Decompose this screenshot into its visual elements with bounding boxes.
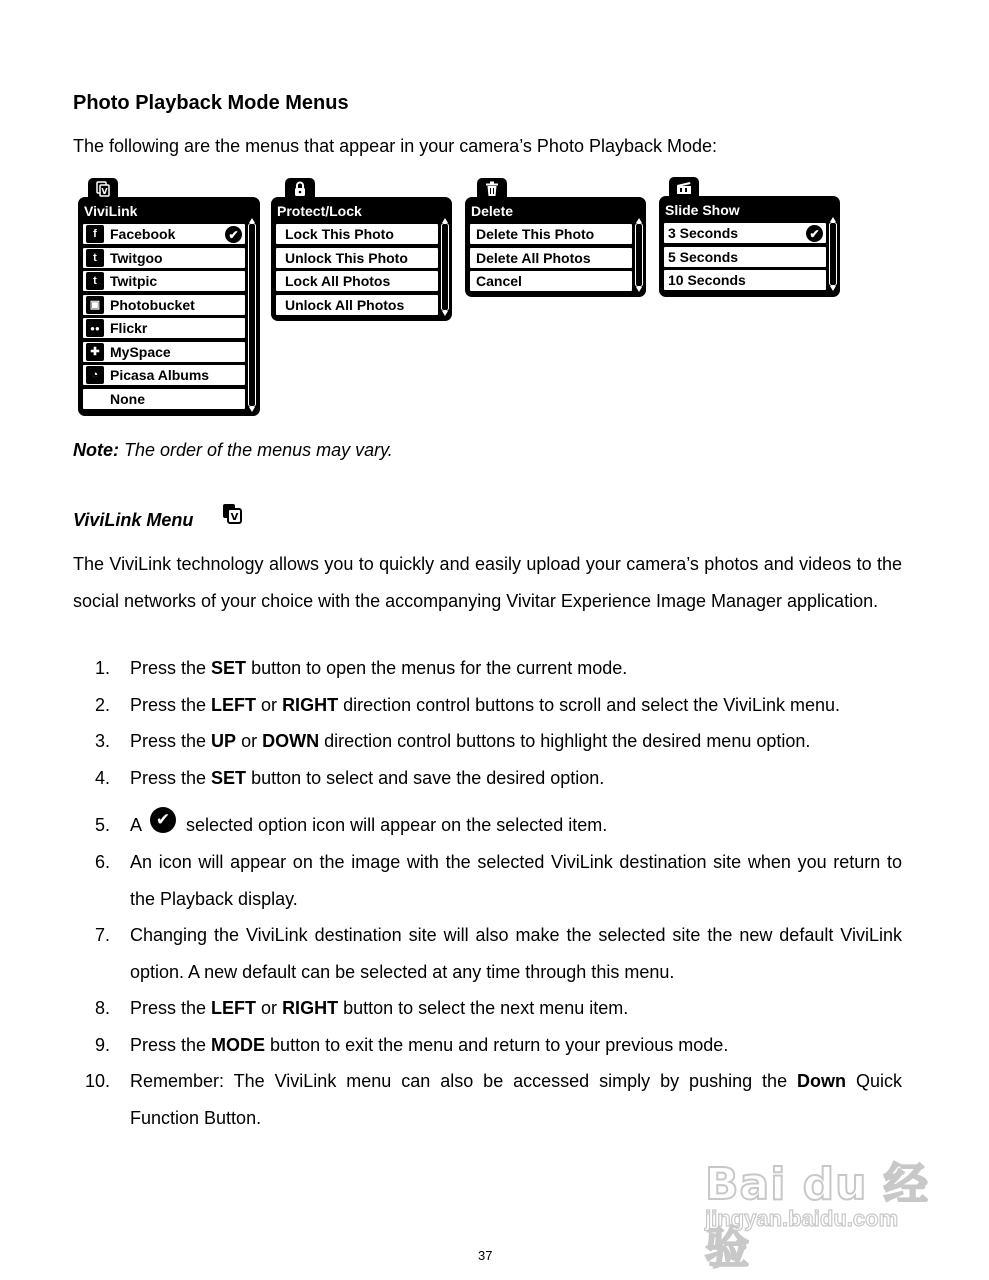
menu-item-label: Facebook xyxy=(110,226,176,242)
menu-item-photobucket[interactable] xyxy=(82,294,246,316)
menu-item-unlock-all-photos[interactable] xyxy=(275,294,439,316)
menu-item-5-seconds[interactable] xyxy=(663,246,827,268)
step-text: An icon will appear on the image with the selected ViviLink destination site when you return to the Playback display. xyxy=(130,852,902,909)
step-keyword: SET xyxy=(211,658,247,678)
step-number: 6. xyxy=(95,852,111,872)
scrollbar[interactable] xyxy=(635,223,643,287)
menu-item-label: Photobucket xyxy=(110,296,195,313)
menu-header: Protect/Lock xyxy=(277,203,362,219)
menu-item-label: Lock This Photo xyxy=(285,226,394,242)
menu-item-label: 5 Seconds xyxy=(668,248,739,265)
myspace-icon: ✚ xyxy=(86,343,104,361)
step-text: Press the xyxy=(130,694,212,715)
vivilink-icon xyxy=(220,503,244,525)
menu-item-label: MySpace xyxy=(110,343,171,360)
step-text: Press the xyxy=(130,1034,212,1055)
protect-lock-menu-box xyxy=(271,197,452,321)
svg-text:V: V xyxy=(101,187,108,196)
page-title: Photo Playback Mode Menus xyxy=(73,92,349,114)
step-item xyxy=(73,650,902,687)
flickr-icon: ●● xyxy=(86,319,104,337)
step-number: 4. xyxy=(95,767,111,788)
menu-item-label: Picasa Albums xyxy=(110,367,210,383)
svg-text:V: V xyxy=(230,512,239,523)
step-keyword: MODE xyxy=(211,1034,266,1055)
scroll-up-icon xyxy=(636,218,642,223)
vivilink-menu-title: ViviLink Menu xyxy=(73,510,194,530)
menu-item-label: Delete All Photos xyxy=(476,249,591,266)
step-text: Remember: The ViviLink menu can also be accessed simply by pushing the xyxy=(130,1071,798,1091)
menu-item-label: 10 Seconds xyxy=(668,272,746,288)
slide-show-menu xyxy=(659,177,841,299)
blank-icon xyxy=(86,390,104,408)
step-number: 1. xyxy=(95,658,111,678)
scrollbar[interactable] xyxy=(441,223,449,311)
photobucket-icon: ▣ xyxy=(86,296,104,314)
step-item xyxy=(73,760,902,797)
step-keyword: SET xyxy=(211,767,247,788)
menu-header: Delete xyxy=(471,203,514,219)
watermark-logo: Bai du 经验 xyxy=(705,1159,929,1274)
step-number: 5. xyxy=(95,815,111,835)
step-text: Press the xyxy=(130,731,212,751)
trash-icon xyxy=(485,181,499,197)
vivilink-description: The ViviLink technology allows you to quickly and easily upload your camera’s photos and videos to the social networks of your choice with the accompanying Vivitar Experience Image Manager application. xyxy=(73,554,902,611)
menu-item-label: Delete This Photo xyxy=(476,226,595,242)
facebook-icon: f xyxy=(86,225,104,243)
step-text: A xyxy=(130,815,143,835)
step-number: 8. xyxy=(95,998,111,1018)
picasa-icon: ◔ xyxy=(86,366,104,384)
step-number: 3. xyxy=(95,731,111,751)
scrollbar[interactable] xyxy=(248,223,256,407)
delete-menu xyxy=(465,178,647,300)
menu-item-3-seconds[interactable] xyxy=(663,222,827,244)
menu-item-lock-all-photos[interactable] xyxy=(275,270,439,292)
delete-menu-box xyxy=(465,197,646,297)
scroll-up-icon xyxy=(249,218,255,223)
menu-item-facebook[interactable] xyxy=(82,223,246,245)
menu-item-cancel[interactable] xyxy=(469,270,633,292)
menu-item-label: Twitgoo xyxy=(110,249,163,266)
step-keyword: LEFT xyxy=(211,998,257,1018)
step-text: Changing the ViviLink destination site will also make the selected site the new default ViviLink option. A new default can be selected at any time through this menu. xyxy=(130,925,902,982)
menu-item-label: Unlock All Photos xyxy=(285,296,405,313)
check-icon: ✔ xyxy=(225,226,242,243)
step-number: 2. xyxy=(95,694,111,715)
page-number: 37 xyxy=(478,1248,493,1263)
step-item xyxy=(73,844,902,917)
step-item xyxy=(73,1027,902,1064)
step-keyword: RIGHT xyxy=(282,694,339,715)
menu-item-unlock-this-photo[interactable] xyxy=(275,247,439,269)
step-number: 9. xyxy=(95,1034,111,1055)
watermark-url: jingyan.baidu.com xyxy=(705,1206,899,1231)
step-text: Press the xyxy=(130,658,212,678)
menu-item-10-seconds[interactable] xyxy=(663,269,827,291)
vivilink-menu xyxy=(78,178,260,416)
menu-item-delete-this-photo[interactable] xyxy=(469,223,633,245)
menu-item-label: Cancel xyxy=(476,273,522,289)
step-keyword: UP xyxy=(211,731,237,751)
menu-header: Slide Show xyxy=(665,202,740,218)
step-text: button to select and save the desired option. xyxy=(246,767,605,788)
intro-text: The following are the menus that appear in your camera’s Photo Playback Mode: xyxy=(73,136,718,156)
scroll-down-icon xyxy=(249,407,255,412)
note-label: Note: xyxy=(73,440,119,460)
step-item xyxy=(73,723,902,760)
menu-item-label: 3 Seconds xyxy=(668,225,739,241)
scroll-up-icon xyxy=(442,218,448,223)
step-item xyxy=(73,990,902,1027)
step-keyword: RIGHT xyxy=(282,998,339,1018)
step-text: Quick Function Button. xyxy=(130,1071,902,1128)
menu-item-label: None xyxy=(110,390,145,407)
step-text: selected option icon will appear on the selected item. xyxy=(186,815,608,835)
vivilink-icon xyxy=(95,181,111,197)
step-keyword: Down xyxy=(797,1071,847,1091)
step-item xyxy=(73,1063,902,1136)
check-icon: ✔ xyxy=(806,225,823,242)
step-number: 10. xyxy=(85,1071,111,1091)
step-text: button to exit the menu and return to your previous mode. xyxy=(265,1034,729,1055)
twitpic-icon: t xyxy=(86,272,104,290)
scroll-down-icon xyxy=(830,286,836,291)
step-keyword: LEFT xyxy=(211,694,257,715)
step-text: Press the xyxy=(130,998,212,1018)
slide-show-menu-box xyxy=(659,196,840,297)
menu-item-label: Lock All Photos xyxy=(285,273,391,289)
step-text: direction control buttons to scroll and select the ViviLink menu. xyxy=(338,694,840,715)
scroll-down-icon xyxy=(636,287,642,292)
step-text: or xyxy=(256,998,283,1018)
menu-item-delete-all-photos[interactable] xyxy=(469,247,633,269)
scrollbar[interactable] xyxy=(829,222,837,286)
menu-item-label: Unlock This Photo xyxy=(285,249,408,266)
step-item xyxy=(73,687,902,724)
step-keyword: DOWN xyxy=(262,731,320,751)
menu-item-flickr[interactable] xyxy=(82,317,246,339)
step-text: or xyxy=(256,694,283,715)
check-icon: ✔ xyxy=(150,807,176,833)
step-text: button to select the next menu item. xyxy=(338,998,629,1018)
step-text: Press the xyxy=(130,767,212,788)
step-item xyxy=(73,806,902,844)
twitgoo-icon: t xyxy=(86,249,104,267)
step-number: 7. xyxy=(95,925,111,945)
step-text: direction control buttons to highlight the desired menu option. xyxy=(319,731,811,751)
note-text: The order of the menus may vary. xyxy=(119,440,393,460)
note xyxy=(73,440,393,461)
menu-item-label: Flickr xyxy=(110,320,148,336)
menu-item-picasa[interactable] xyxy=(82,364,246,386)
menu-item-none[interactable] xyxy=(82,388,246,410)
menu-header: ViviLink xyxy=(84,203,138,219)
protect-lock-menu xyxy=(271,178,453,324)
baidu-watermark xyxy=(700,1140,940,1274)
menu-item-lock-this-photo[interactable] xyxy=(275,223,439,245)
step-text: or xyxy=(236,731,263,751)
vivilink-menu-box xyxy=(78,197,260,416)
steps-list xyxy=(73,650,902,1136)
menu-item-myspace[interactable] xyxy=(82,341,246,363)
lock-icon xyxy=(293,181,307,197)
menu-item-twitgoo[interactable] xyxy=(82,247,246,269)
menu-item-label: Twitpic xyxy=(110,273,158,289)
scroll-up-icon xyxy=(830,217,836,222)
step-item xyxy=(73,917,902,990)
scroll-down-icon xyxy=(442,311,448,316)
menu-item-twitpic[interactable] xyxy=(82,270,246,292)
step-text: button to open the menus for the current mode. xyxy=(246,658,628,678)
slideshow-icon xyxy=(676,181,692,195)
